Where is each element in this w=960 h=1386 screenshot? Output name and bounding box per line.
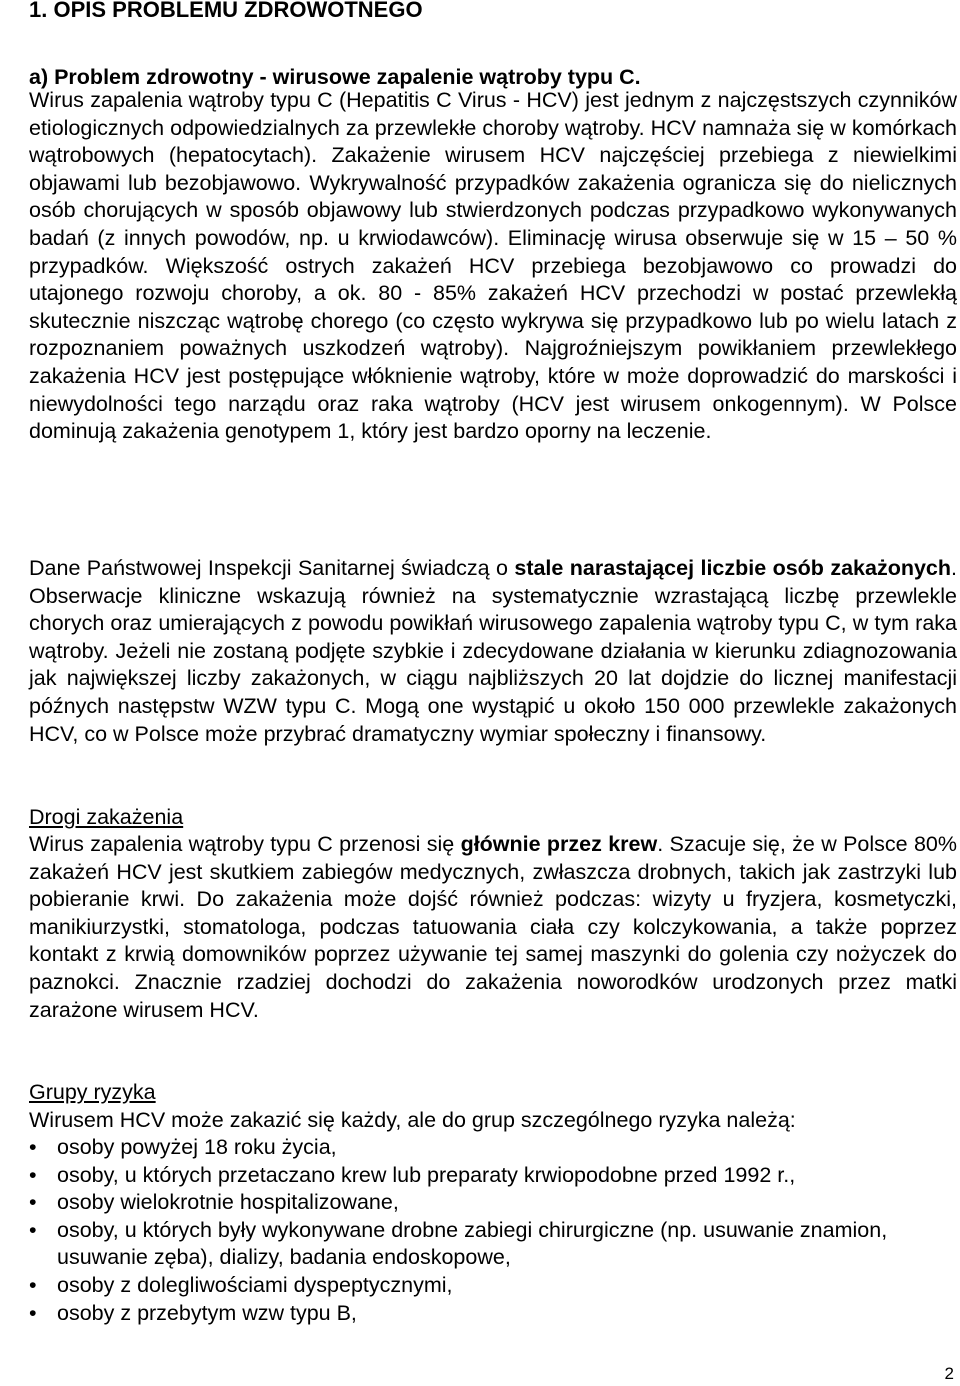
list-item (29, 1134, 957, 1162)
page-number: 2 (944, 1364, 954, 1383)
emphasis-text: stale narastającej liczbie osób zakażonych (514, 556, 952, 580)
bullet-icon: • (29, 1162, 37, 1187)
list-item (29, 1189, 957, 1217)
list-item (29, 1217, 957, 1272)
intro-paragraph: Wirus zapalenia wątroby typu C (Hepatitis C Virus - HCV) jest jednym z najczęstszych czynników etiologicznych odpowiedzialnych za przewlekłe choroby wątroby. HCV namnaża się w komórkach wątrobowych (hepatocytach). Zakażenie wirusem HCV najczęściej przebiega z niewielkimi objawami lub bezobjawowo. Wykrywalność przypadków zakażenia ogranicza się do nielicznych osób chorujących w sposób objawowy lub stwierdzonych podczas przypadkowo wykonywanych badań (z innych powodów, np. u krwiodawców). Eliminację wirusa obserwuje się w 15 – 50 % przypadków. Większość ostrych zakażeń HCV przebiega bezobjawowo co prowadzi do utajonego rozwoju choroby, a ok. 80 - 85% zakażeń HCV przechodzi w postać przewlekłą skutecznie niszcząc wątrobę chorego (co często wykrywa się przypadkowo lub po wielu latach z rozpoznaniem poważnych uszkodzeń wątroby). Najgroźniejszym powikłaniem przewlekłego zakażenia HCV jest postępujące włóknienie wątroby, które w może doprowadzić do marskości i niewydolności tego narządu oraz raka wątroby (HCV jest wirusem onkogennym). W Polsce dominują zakażenia genotypem 1, który jest bardzo oporny na leczenie. (29, 88, 957, 444)
bullet-icon: • (29, 1135, 37, 1159)
emphasis-text: głównie przez krew (460, 832, 658, 856)
epidemiology-paragraph (29, 555, 957, 748)
list-item (29, 1272, 957, 1300)
risk-groups-intro: Wirusem HCV może zakazić się każdy, ale do grup szczególnego ryzyka należą: (29, 1108, 796, 1132)
transmission-heading: Drogi zakażenia (29, 805, 184, 829)
transmission-paragraph (29, 831, 957, 1024)
list-item-text: osoby, u których przetaczano krew lub preparaty krwiopodobne przed 1992 r., (57, 1162, 796, 1187)
bullet-icon: • (29, 1190, 37, 1215)
section-heading: 1. OPIS PROBLEMU ZDROWOTNEGO (29, 0, 423, 22)
list-item-text: osoby powyżej 18 roku życia, (57, 1135, 337, 1159)
list-item-text: osoby wielokrotnie hospitalizowane, (57, 1190, 399, 1215)
list-item-text: osoby z przebytym wzw typu B, (57, 1300, 357, 1325)
paragraph-text: Wirus zapalenia wątroby typu C przenosi się (29, 832, 461, 856)
list-item (29, 1162, 957, 1190)
bullet-icon: • (29, 1300, 37, 1325)
list-item (29, 1300, 957, 1328)
list-item-text: osoby z dolegliwościami dyspeptycznymi, (57, 1272, 453, 1297)
list-item-text: osoby, u których były wykonywane drobne zabiegi chirurgiczne (np. usuwanie znamion, usuwanie zęba), dializy, badania endoskopowe, (57, 1217, 888, 1270)
paragraph-text: Dane Państwowej Inspekcji Sanitarnej świadczą o (29, 556, 515, 580)
paragraph-text: . Obserwacje kliniczne wskazują również na systematycznie wzrastającą liczbę przewlekle chorych oraz umierających z powodu powikłań wirusowego zapalenia wątroby typu C, w tym raka wątroby. Jeżeli nie zostaną podjęte szybkie i zdecydowane działania w kierunku zdiagnozowania jak największej liczby zakażonych, w ciągu najbliższych 20 lat dojdzie do licznej manifestacji późnych następstw WZW typu C. Mogą one wystąpić u około 150 000 przewlekle zakażonych HCV, co w Polsce może przybrać dramatyczny wymiar społeczny i finansowy. (29, 556, 958, 746)
risk-groups-heading: Grupy ryzyka (29, 1080, 156, 1104)
bullet-icon: • (29, 1217, 37, 1242)
bullet-icon: • (29, 1272, 37, 1297)
subsection-heading: a) Problem zdrowotny - wirusowe zapalenie wątroby typu C. (29, 65, 641, 89)
risk-groups-list (29, 1134, 957, 1327)
paragraph-text: . Szacuje się, że w Polsce 80% zakażeń HCV jest skutkiem zabiegów medycznych, zwłaszcza drobnych, takich jak zastrzyki lub pobieranie krwi. Do zakażenia może dojść również podczas: wizyty u fryzjera, kosmetyczki, manikiurzystki, stomatologa, podczas tatuowania ciała czy kolczykowania, a także poprzez kontakt z krwią domowników poprzez używanie tej samej maszynki do golenia czy nożyczek do paznokci. Znacznie rzadziej dochodzi do zakażenia noworodków urodzonych przez matki zarażone wirusem HCV. (29, 832, 957, 1022)
